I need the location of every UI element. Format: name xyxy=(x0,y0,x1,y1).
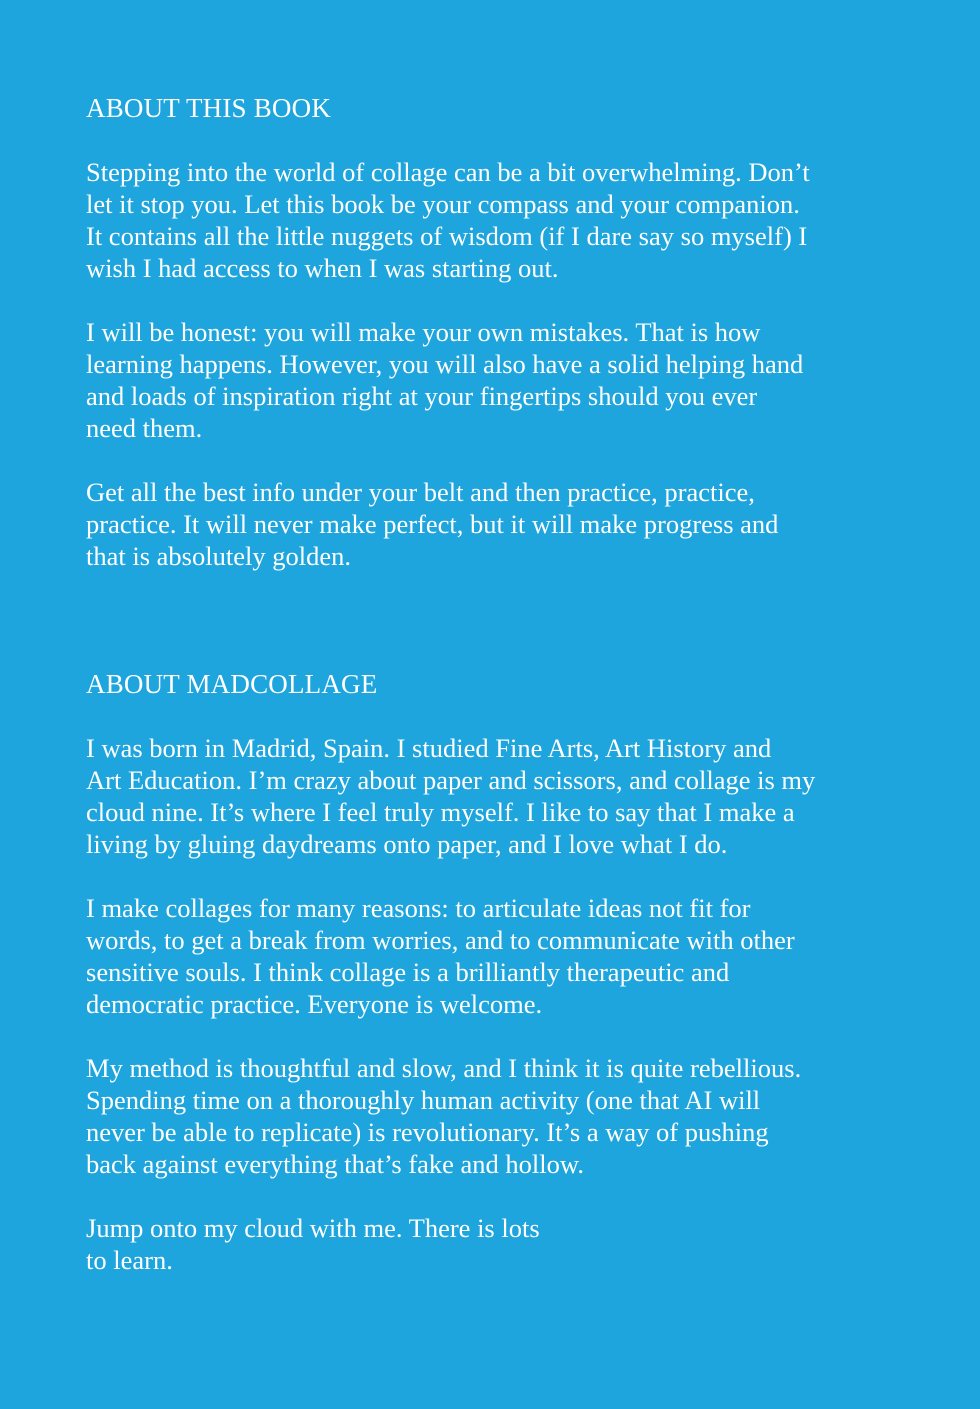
about-book-paragraph-2: I will be honest: you will make your own mistakes. That is how learning happens. However, you will also have a solid helping hand and loads of inspiration right at your fingertips should you ever need them. xyxy=(86,317,804,443)
about-madcollage-paragraph-2: I make collages for many reasons: to articulate ideas not fit for words, to get a break from worries, and to communicate with other sensitive souls. I think collage is a brilliantly therapeutic and democratic practice. Everyone is welcome. xyxy=(86,893,795,1019)
about-book-paragraph-1: Stepping into the world of collage can be a bit overwhelming. Don’t let it stop you. Let this book be your compass and your companion. It contains all the little nuggets of wisdom (if I dare say so myself) I wish I had access to when I was starting out. xyxy=(86,157,810,283)
about-book-paragraph-3: Get all the best info under your belt and then practice, practice, practice. It will never make perfect, but it will make progress and that is absolutely golden. xyxy=(86,477,779,571)
about-madcollage-heading: ABOUT MADCOLLAGE xyxy=(86,669,378,699)
about-madcollage-paragraph-1: I was born in Madrid, Spain. I studied Fine Arts, Art History and Art Education. I’m crazy about paper and scissors, and collage is my cloud nine. It’s where I feel truly myself. I like to say that I make a living by gluing daydreams onto paper, and I love what I do. xyxy=(86,733,816,859)
about-madcollage-paragraph-3: My method is thoughtful and slow, and I think it is quite rebellious. Spending time on a thoroughly human activity (one that AI will never be able to replicate) is revolutionary. It’s a way of pushing back against everything that’s fake and hollow. xyxy=(86,1053,802,1179)
about-this-book-heading: ABOUT THIS BOOK xyxy=(86,93,332,123)
about-madcollage-section xyxy=(86,668,920,1276)
about-madcollage-paragraph-4: Jump onto my cloud with me. There is lots to learn. xyxy=(86,1213,540,1275)
about-this-book-section xyxy=(86,92,920,572)
